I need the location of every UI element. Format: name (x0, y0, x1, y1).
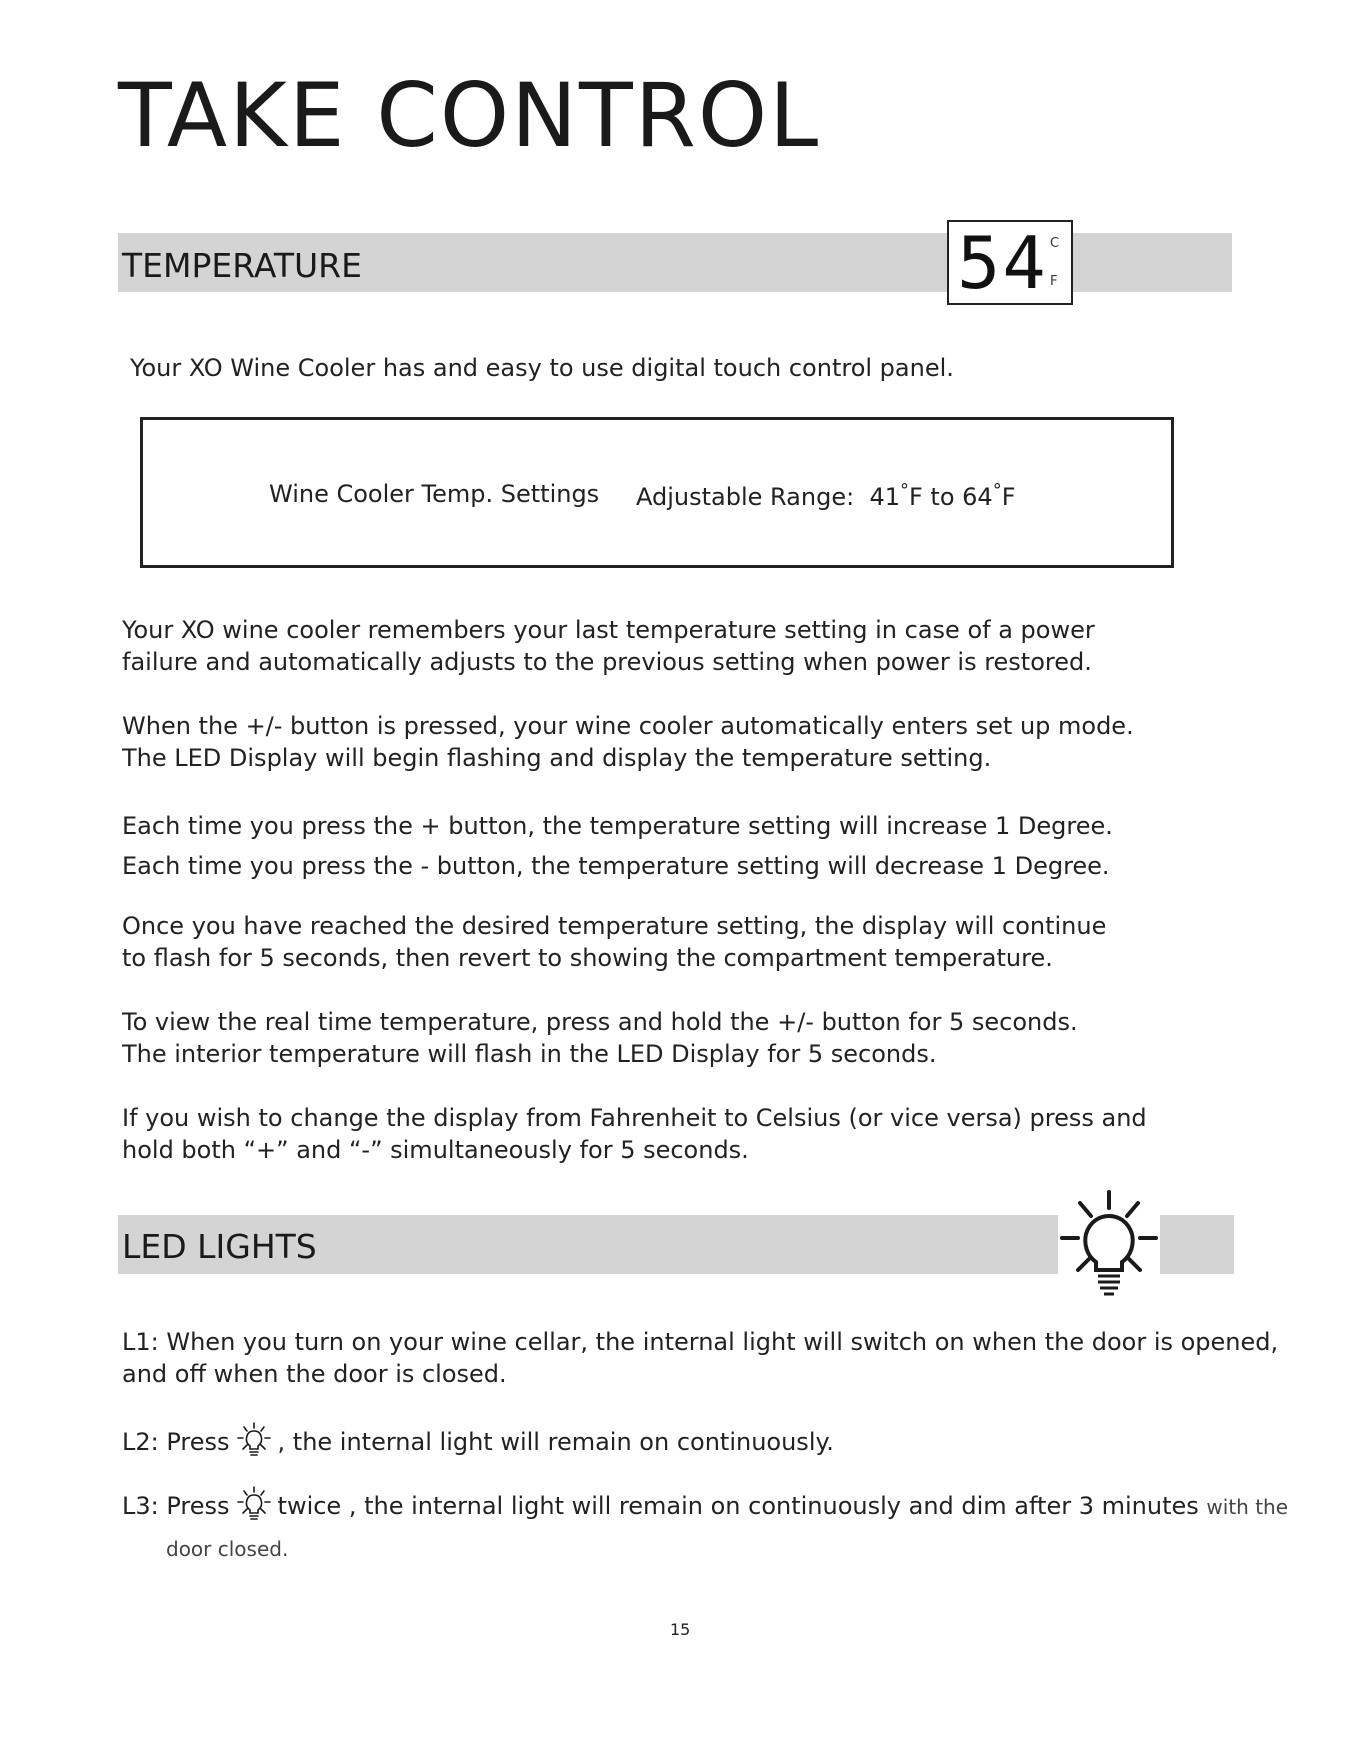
paragraph-line: If you wish to change the display from Fahrenheit to Celsius (or vice versa) press and (122, 1104, 1147, 1132)
l3-line2: door closed. (166, 1537, 289, 1561)
paragraph-setup-mode (122, 710, 1134, 774)
paragraph-line: L1: When you turn on your wine cellar, the internal light will switch on when the door is opened, (122, 1328, 1279, 1356)
light-bulb-icon (236, 1422, 272, 1458)
degree-symbol: ° (992, 480, 1002, 501)
temp-settings-label: Wine Cooler Temp. Settings (269, 480, 600, 508)
l3-suffix: twice , the internal light will remain on continuously and dim after 3 minutes (277, 1492, 1199, 1520)
paragraph-real-time (122, 1006, 1078, 1070)
l3-prefix: L3: Press (122, 1492, 230, 1520)
light-bulb-icon (1058, 1188, 1160, 1298)
range-label: Adjustable Range: (636, 483, 855, 511)
paragraph-fahrenheit-celsius (122, 1102, 1147, 1166)
paragraph-line: hold both “+” and “-” simultaneously for 5 seconds. (122, 1136, 749, 1164)
paragraph-line: failure and automatically adjusts to the previous setting when power is restored. (122, 648, 1092, 676)
led-l2 (122, 1422, 834, 1458)
paragraph-line: Each time you press the - button, the temperature setting will decrease 1 Degree. (122, 852, 1110, 880)
page-number: 15 (670, 1620, 691, 1639)
adjustable-range (636, 480, 1016, 511)
range-to: F to 64 (909, 483, 993, 511)
paragraph-line: Once you have reached the desired temperature setting, the display will continue (122, 912, 1107, 940)
paragraph-memory (122, 614, 1095, 678)
unit-c-indicator: C (1050, 236, 1060, 251)
paragraph-line: When the +/- button is pressed, your wine cooler automatically enters set up mode. (122, 712, 1134, 740)
led-l3 (122, 1486, 1288, 1523)
paragraph-line: The LED Display will begin flashing and display the temperature setting. (122, 744, 992, 772)
temperature-heading: TEMPERATURE (122, 246, 362, 285)
paragraph-line: to flash for 5 seconds, then revert to showing the compartment temperature. (122, 944, 1053, 972)
paragraph-flash (122, 910, 1106, 974)
paragraph-line: Each time you press the + button, the temperature setting will increase 1 Degree. (122, 812, 1113, 840)
unit-f-indicator: F (1050, 274, 1058, 289)
paragraph-line: To view the real time temperature, press and hold the +/- button for 5 seconds. (122, 1008, 1078, 1036)
led-l1 (122, 1326, 1278, 1390)
degree-symbol: ° (900, 480, 909, 501)
l2-suffix: , the internal light will remain on continuously. (277, 1428, 834, 1456)
light-bulb-icon (236, 1486, 272, 1522)
range-low: 41 (869, 483, 900, 511)
l2-prefix: L2: Press (122, 1428, 230, 1456)
led-temperature-display (947, 220, 1073, 305)
led-lights-heading: LED LIGHTS (122, 1227, 317, 1266)
paragraph-line: and off when the door is closed. (122, 1360, 507, 1388)
led-display-value: 54 (957, 221, 1048, 305)
paragraph-line: Your XO wine cooler remembers your last temperature setting in case of a power (122, 616, 1095, 644)
range-high-unit: F (1001, 483, 1016, 511)
l3-small: with the (1206, 1495, 1289, 1519)
page-title: TAKE CONTROL (118, 64, 821, 167)
temp-settings-box (140, 417, 1174, 568)
paragraph-line: The interior temperature will flash in the LED Display for 5 seconds. (122, 1040, 937, 1068)
temperature-intro: Your XO Wine Cooler has and easy to use digital touch control panel. (130, 354, 954, 382)
paragraph-increase-decrease (122, 806, 1113, 886)
